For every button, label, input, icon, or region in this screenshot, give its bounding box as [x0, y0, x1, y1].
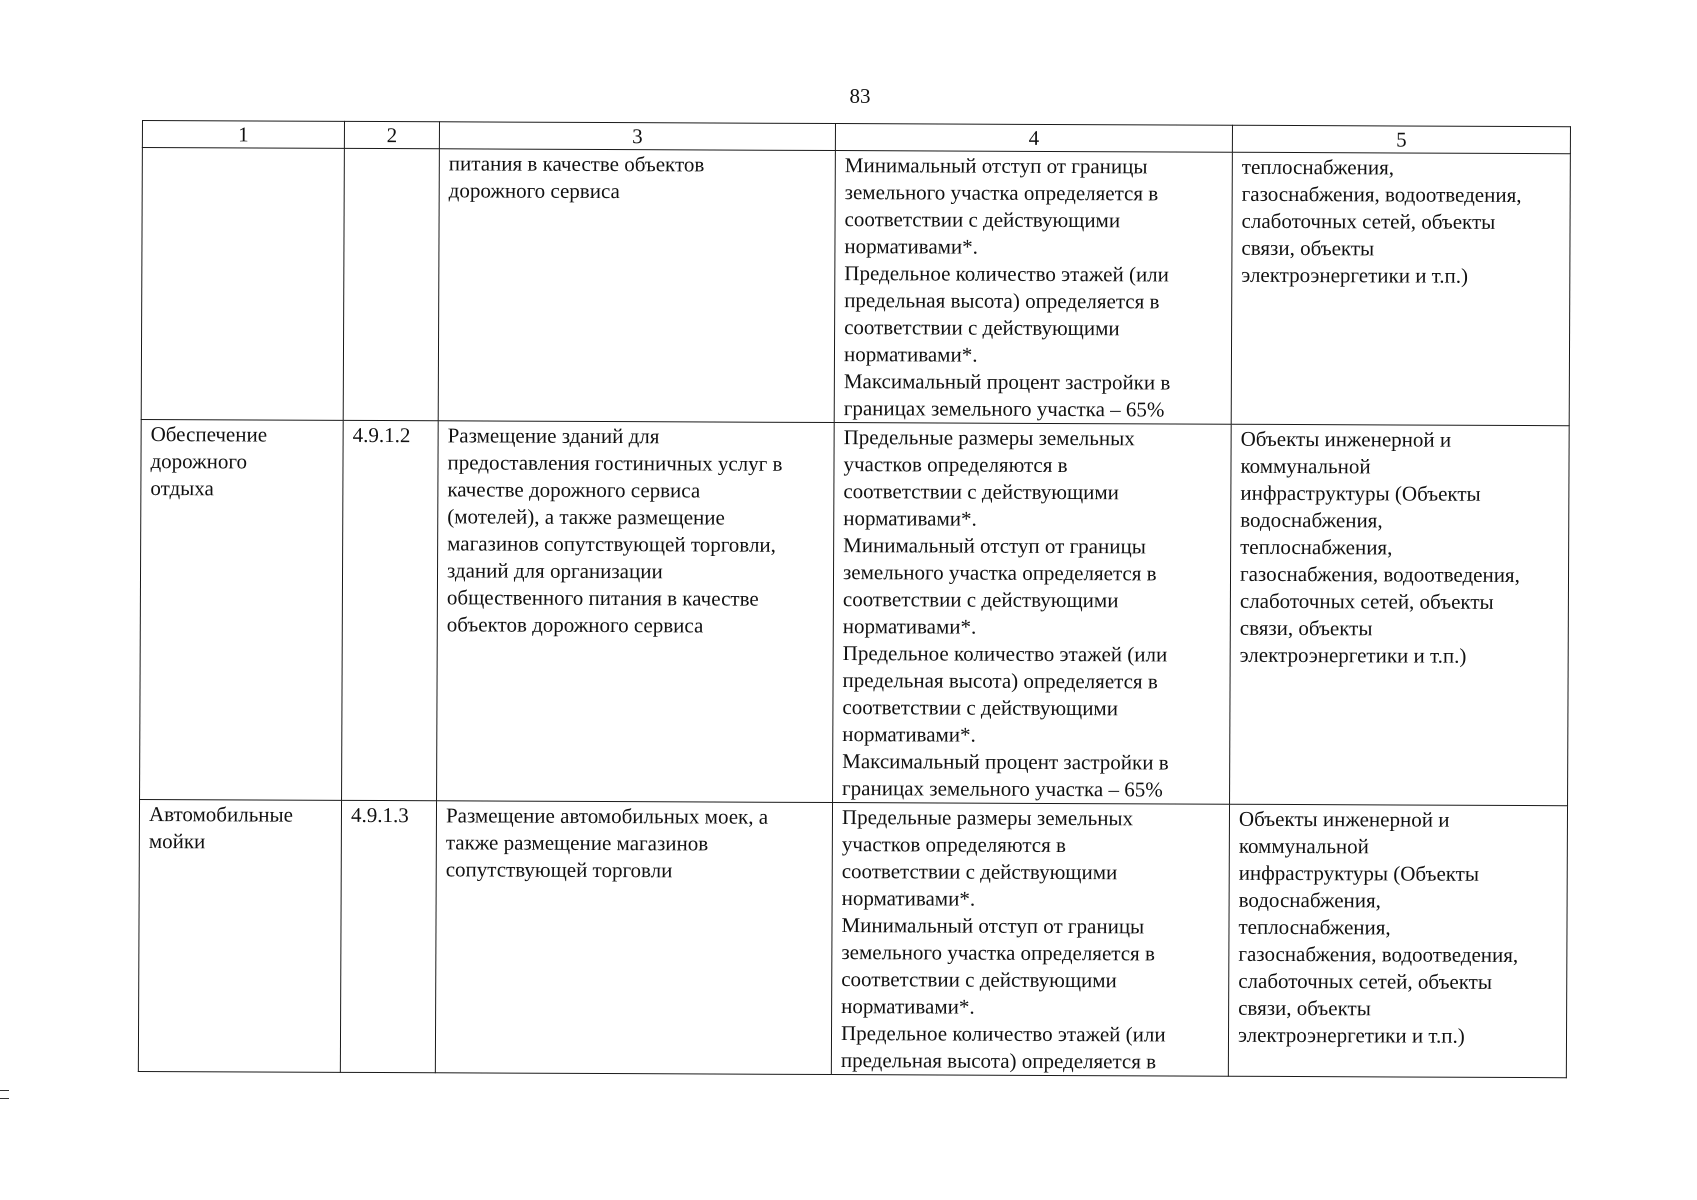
cell-text-line: Минимальный отступ от границы [841, 913, 1145, 939]
usage-description-cell [438, 149, 835, 423]
cell-text-line: связи, объекты [1239, 615, 1373, 641]
cell-text-line: нормативами*. [844, 234, 979, 259]
cell-text-line: нормативами*. [842, 614, 977, 639]
cell-text-line: электроэнергетики и т.п.) [1237, 1022, 1465, 1048]
cell-text-line: водоснабжения, [1238, 887, 1382, 913]
usage-description-cell [437, 421, 835, 803]
infrastructure-cell [1231, 152, 1570, 425]
column-header-4: 4 [835, 124, 1232, 153]
cell-text-line: Обеспечение [150, 422, 268, 447]
land-use-table [138, 120, 1571, 1078]
cell-text-line: предельная высота) определяется в [842, 668, 1158, 694]
cell-text-line: дорожного сервиса [448, 178, 620, 204]
cell-text-line: Предельные размеры земельных [841, 805, 1134, 831]
scan-edge-mark [0, 1090, 9, 1099]
cell-text-line: зданий для организации [446, 558, 663, 584]
cell-text-line: Предельное количество этажей (или [840, 1021, 1166, 1047]
cell-text-line: дорожного [150, 449, 248, 474]
infrastructure-cell [1228, 804, 1567, 1077]
cell-text-line: Минимальный отступ от границы [844, 153, 1148, 179]
cell-text-line: отдыха [150, 476, 214, 501]
cell-text-line: газоснабжения, водоотведения, [1241, 181, 1522, 208]
cell-text-line: соответствии с действующими [842, 695, 1119, 721]
page-number: 83 [849, 84, 871, 108]
cell-text-line: предельная высота) определяется в [840, 1048, 1157, 1074]
usage-description-cell [435, 801, 832, 1075]
table-row [138, 799, 1567, 1077]
cell-text-line: связи, объекты [1238, 995, 1371, 1021]
cell-text-line: инфраструктуры (Объекты [1238, 860, 1480, 886]
cell-text-line: нормативами*. [842, 722, 976, 747]
usage-code-cell: 4.9.1.3 [340, 800, 436, 1072]
cell-text-line: соответствии с действующими [844, 207, 1121, 233]
parameters-cell [831, 803, 1229, 1077]
cell-text-line: соответствии с действующими [844, 315, 1120, 341]
column-header-3: 3 [439, 122, 835, 151]
column-header-2: 2 [344, 121, 439, 148]
parameters-cell [834, 151, 1232, 425]
cell-text-line: Объекты инженерной и [1240, 426, 1452, 452]
cell-text-line: слаботочных сетей, объекты [1241, 208, 1496, 234]
cell-text-line: связи, объекты [1241, 235, 1375, 261]
cell-text-line: Предельные размеры земельных [843, 425, 1135, 451]
cell-text-line: Минимальный отступ от границы [843, 533, 1146, 559]
cell-text-line: газоснабжения, водоотведения, [1239, 561, 1520, 588]
cell-text-line: Предельное количество этажей (или [842, 641, 1168, 667]
cell-text-line: (мотелей), а также размещение [447, 504, 725, 530]
cell-text-line: также размещение магазинов [445, 830, 709, 856]
cell-text-line: сопутствующей торговли [445, 857, 673, 883]
cell-text-line: нормативами*. [841, 994, 975, 1019]
cell-text-line: питания в качестве объектов [448, 151, 705, 177]
cell-text-line: Размещение зданий для [447, 423, 660, 449]
cell-text-line: участков определяются в [843, 452, 1068, 478]
cell-text-line: предоставления гостиничных услуг в [447, 450, 783, 476]
cell-text-line: нормативами*. [841, 886, 976, 911]
usage-code-cell: 4.9.1.2 [342, 420, 439, 800]
table-body [138, 148, 1570, 1078]
cell-text-line: теплоснабжения, [1241, 154, 1395, 180]
cell-text-line: слаботочных сетей, объекты [1238, 968, 1493, 994]
cell-text-line: коммунальной [1240, 453, 1371, 479]
cell-text-line: Автомобильные [148, 802, 294, 827]
usage-code-cell [343, 148, 439, 420]
cell-text-line: соответствии с действующими [841, 859, 1118, 885]
cell-text-line: нормативами*. [843, 342, 978, 367]
cell-text-line: теплоснабжения, [1240, 534, 1393, 560]
cell-text-line: земельного участка определяется в [844, 180, 1159, 206]
cell-text-line: соответствии с действующими [843, 479, 1119, 505]
cell-text-line: электроэнергетики и т.п.) [1239, 642, 1467, 668]
cell-text-line: Размещение автомобильных моек, а [445, 803, 769, 829]
table-row [140, 419, 1570, 805]
cell-text-line: земельного участка определяется в [842, 560, 1157, 586]
table-row [141, 148, 1570, 426]
cell-text-line: границах земельного участка – 65% [843, 396, 1165, 422]
cell-text-line: Предельное количество этажей (или [844, 261, 1169, 287]
cell-text-line: общественного питания в качестве [446, 585, 759, 611]
cell-text-line: инфраструктуры (Объекты [1240, 480, 1481, 506]
column-header-5: 5 [1232, 125, 1570, 153]
usage-name-cell [140, 419, 344, 800]
cell-text-line: коммунальной [1238, 833, 1369, 859]
cell-text-line: нормативами*. [843, 506, 977, 531]
usage-name-cell [138, 799, 341, 1072]
cell-text-line: электроэнергетики и т.п.) [1241, 262, 1469, 288]
cell-text-line: теплоснабжения, [1238, 914, 1391, 940]
cell-text-line: соответствии с действующими [841, 967, 1117, 993]
cell-text-line: соответствии с действующими [842, 587, 1119, 613]
cell-text-line: слаботочных сетей, объекты [1239, 588, 1494, 614]
cell-text-line: объектов дорожного сервиса [446, 612, 704, 638]
column-header-1: 1 [142, 121, 344, 149]
usage-name-cell [141, 148, 344, 421]
cell-text-line: водоснабжения, [1240, 507, 1383, 533]
parameters-cell [833, 423, 1232, 805]
cell-text-line: Максимальный процент застройки в [843, 369, 1171, 395]
cell-text-line: участков определяются в [841, 832, 1067, 858]
cell-text-line: магазинов сопутствующей торговли, [447, 531, 777, 557]
cell-text-line: предельная высота) определяется в [844, 288, 1160, 314]
cell-text-line: земельного участка определяется в [841, 940, 1155, 966]
infrastructure-cell [1230, 424, 1570, 805]
cell-text-line: Объекты инженерной и [1238, 806, 1450, 832]
cell-text-line: Максимальный процент застройки в [842, 749, 1169, 775]
cell-text-line: газоснабжения, водоотведения, [1238, 941, 1519, 968]
cell-text-line: границах земельного участка – 65% [842, 776, 1163, 802]
cell-text-line: качестве дорожного сервиса [447, 477, 701, 503]
cell-text-line: мойки [148, 829, 206, 854]
